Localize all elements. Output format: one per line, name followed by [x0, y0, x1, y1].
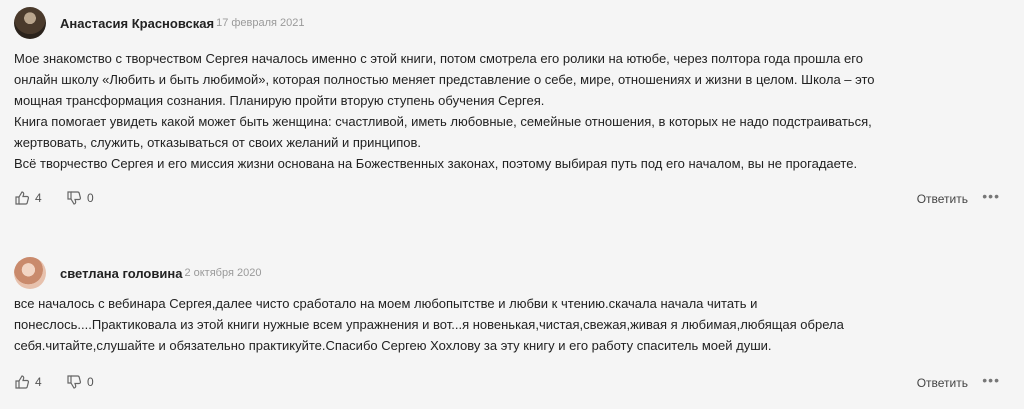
author-name[interactable]: Анастасия Красновская: [60, 15, 215, 31]
author-name[interactable]: светлана головина: [60, 265, 183, 281]
comment-header: [14, 256, 261, 290]
comment-text: [14, 48, 1004, 174]
dislike-count: 0: [87, 375, 94, 389]
thumbs-up-icon: [14, 190, 30, 206]
like-count: 4: [35, 191, 42, 205]
comment-text-line: жертвовать, служить, отказываться от своих желаний и принципов.: [14, 135, 422, 150]
comment-text-line: понеслось....Практиковала из этой книги нужные всем упражнения и вот...я новенькая,чистая,свежая,живая я любимая,любящая обрела: [14, 317, 844, 332]
thumbs-up-icon: [14, 374, 30, 390]
thumbs-down-icon: [66, 190, 82, 206]
comment-actions: [0, 374, 1024, 394]
avatar[interactable]: [14, 7, 46, 39]
like-button[interactable]: [14, 190, 42, 206]
comment-text-line: Всё творчество Сергея и его миссия жизни основана на Божественных законах, поэтому выбирая путь под его началом, вы не прогадаете.: [14, 156, 858, 171]
avatar[interactable]: [14, 257, 46, 289]
more-options-icon[interactable]: •••: [982, 372, 1000, 388]
dislike-count: 0: [87, 191, 94, 205]
dislike-button[interactable]: [66, 374, 94, 390]
comment-header: [14, 6, 305, 40]
comment-text-line: Книга помогает увидеть какой может быть женщина: счастливой, иметь любовные, семейные отношения, в которых не надо подстраиваться,: [14, 114, 872, 129]
comment-date: 2 октября 2020: [184, 267, 262, 279]
reply-button[interactable]: Ответить: [916, 376, 968, 390]
comment-text-line: себя.читайте,слушайте и обязательно практикуйте.Спасибо Сергею Хохлову за эту книгу и его работу спаситель моей души.: [14, 338, 772, 353]
like-button[interactable]: [14, 374, 42, 390]
comment-text-line: мощная трансформация сознания. Планирую пройти вторую ступень обучения Сергея.: [14, 93, 545, 108]
comment-text-line: Мое знакомство с творчеством Сергея началось именно с этой книги, потом смотрела его ролики на ютюбе, через полтора года прошла его: [14, 51, 863, 66]
comment-text-line: все началось с вебинара Сергея,далее чисто сработало на моем любопытстве и любви к чтению.скачала начала читать и: [14, 296, 758, 311]
reply-button[interactable]: Ответить: [916, 192, 968, 206]
thumbs-down-icon: [66, 374, 82, 390]
comment-date: 17 февраля 2021: [216, 17, 305, 29]
more-options-icon[interactable]: •••: [982, 188, 1000, 204]
dislike-button[interactable]: [66, 190, 94, 206]
comment-actions: [0, 190, 1024, 210]
comment-text: [14, 293, 1004, 356]
comment-text-line: онлайн школу «Любить и быть любимой», которая полностью меняет представление о себе, мире, отношениях и жизни в целом. Школа – это: [14, 72, 875, 87]
like-count: 4: [35, 375, 42, 389]
